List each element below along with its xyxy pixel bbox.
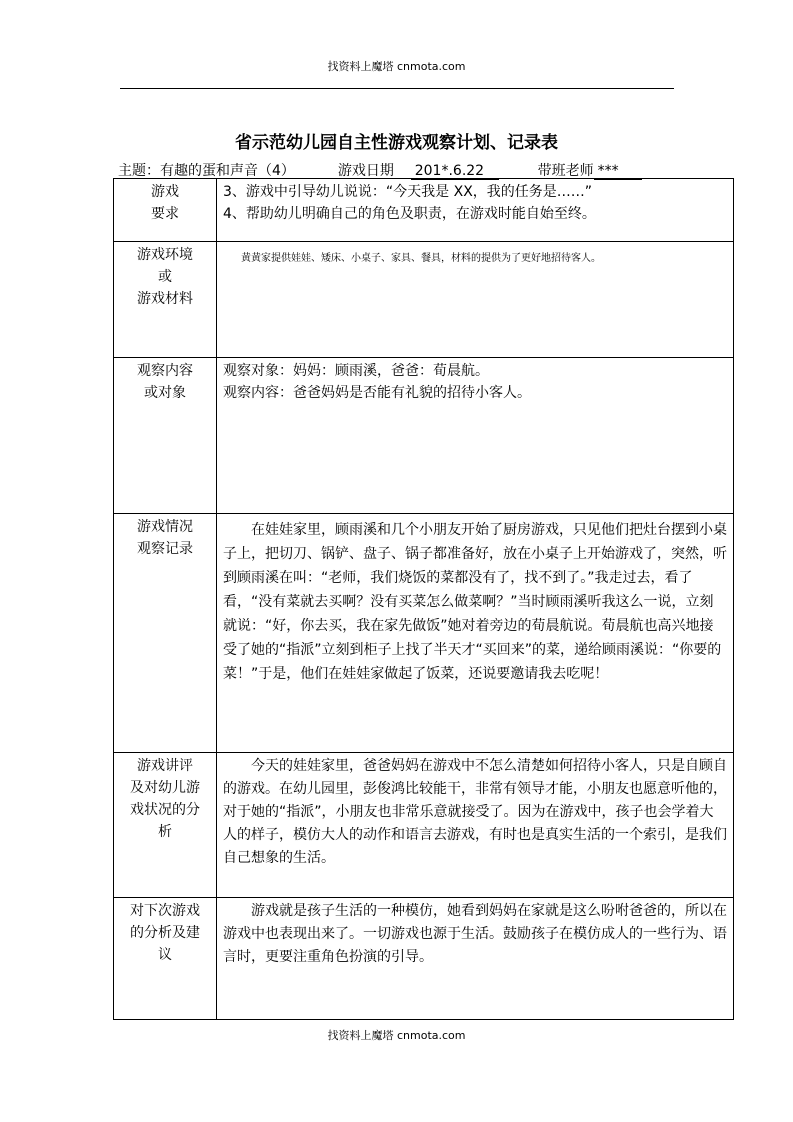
row-label-suggestions: 对下次游戏 的分析及建 议 — [114, 898, 217, 1020]
table-row — [114, 753, 734, 898]
observation-line: 观察内容：爸爸妈妈是否能有礼貌的招待小客人。 — [223, 385, 531, 401]
date-value: 201*.6.22 — [411, 163, 499, 180]
record-content — [217, 514, 734, 753]
teacher-value: *** — [594, 163, 642, 180]
teacher-label: 带班老师 — [537, 163, 594, 179]
table-row — [114, 179, 734, 242]
evaluation-content — [217, 753, 734, 898]
footer-site-text: 找资料上魔塔 cnmota.com — [327, 1029, 466, 1042]
suggestions-content — [217, 898, 734, 1020]
evaluation-text: 今天的娃娃家里，爸爸妈妈在游戏中不怎么清楚如何招待小客人，只是自顾自的游戏。在幼儿园里，彭俊鸿比较能干，非常有领导才能，小朋友也愿意听他的，对于她的“指派”，小朋友也非常乐意就接受了。因为在游戏中，孩子也会学着大人的样子，模仿大人的动作和语言去游戏，有时也是真实生活的一个索引，是我们自己想象的生活。 — [223, 758, 727, 866]
date-label: 游戏日期 — [337, 163, 394, 179]
row-label-observation-target: 观察内容 或对象 — [114, 358, 217, 514]
observation-target-content — [217, 358, 734, 514]
record-text: 在娃娃家里，顾雨溪和几个小朋友开始了厨房游戏，只见他们把灶台摆到小桌子上，把切刀、锅铲、盘子、锅子都准备好，放在小桌子上开始游戏了，突然，听到顾雨溪在叫：“老师，我们烧饭的菜都没有了，找不到了。”我走过去，看了看，“没有菜就去买啊？没有买菜怎么做菜啊？”当时顾雨溪听我这么一说，立刻就说：“好，你去买，我在家先做饭”她对着旁边的荀晨航说。荀晨航也高兴地接受了她的“指派”立刻到柜子上找了半天才“买回来”的菜，递给顾雨溪说：“你要的菜！”于是，他们在娃娃家做起了饭菜，还说要邀请我去吃呢！ — [223, 522, 727, 682]
row-label-evaluation: 游戏讲评 及对幼儿游 戏状况的分 析 — [114, 753, 217, 898]
observation-line: 观察对象：妈妈：顾雨溪，爸爸：荀晨航。 — [223, 363, 489, 379]
suggestions-text: 游戏就是孩子生活的一种模仿，她看到妈妈在家就是这么吩咐爸爸的，所以在游戏中也表现出来了。一切游戏也源于生活。鼓励孩子在模仿成人的一些行为、语言时，更要注重角色扮演的引导。 — [223, 903, 727, 965]
row-label-record: 游戏情况 观察记录 — [114, 514, 217, 753]
header-divider — [120, 88, 674, 89]
requirement-line: 4、帮助幼儿明确自己的角色及职责，在游戏时能自始至终。 — [223, 206, 596, 222]
materials-content — [217, 242, 734, 358]
row-label-materials: 游戏环境 或 游戏材料 — [114, 242, 217, 358]
page-title: 省示范幼儿园自主性游戏观察计划、记录表 — [235, 133, 558, 153]
table-row — [114, 242, 734, 358]
row-label-requirements: 游戏 要求 — [114, 179, 217, 242]
materials-text: 黄黄家提供娃娃、矮床、小桌子、家具、餐具，材料的提供为了更好地招待客人。 — [241, 253, 601, 264]
theme-value: 有趣的蛋和声音（4） — [160, 163, 295, 179]
table-row — [114, 898, 734, 1020]
header-site-text: 找资料上魔塔 cnmota.com — [327, 60, 466, 73]
table-row — [114, 514, 734, 753]
requirements-content — [217, 179, 734, 242]
form-meta — [118, 160, 738, 180]
table-row — [114, 358, 734, 514]
observation-table — [113, 178, 734, 1020]
requirement-line: 3、游戏中引导幼儿说说：“今天我是 XX，我的任务是……” — [223, 184, 593, 200]
theme-label: 主题： — [118, 163, 160, 179]
